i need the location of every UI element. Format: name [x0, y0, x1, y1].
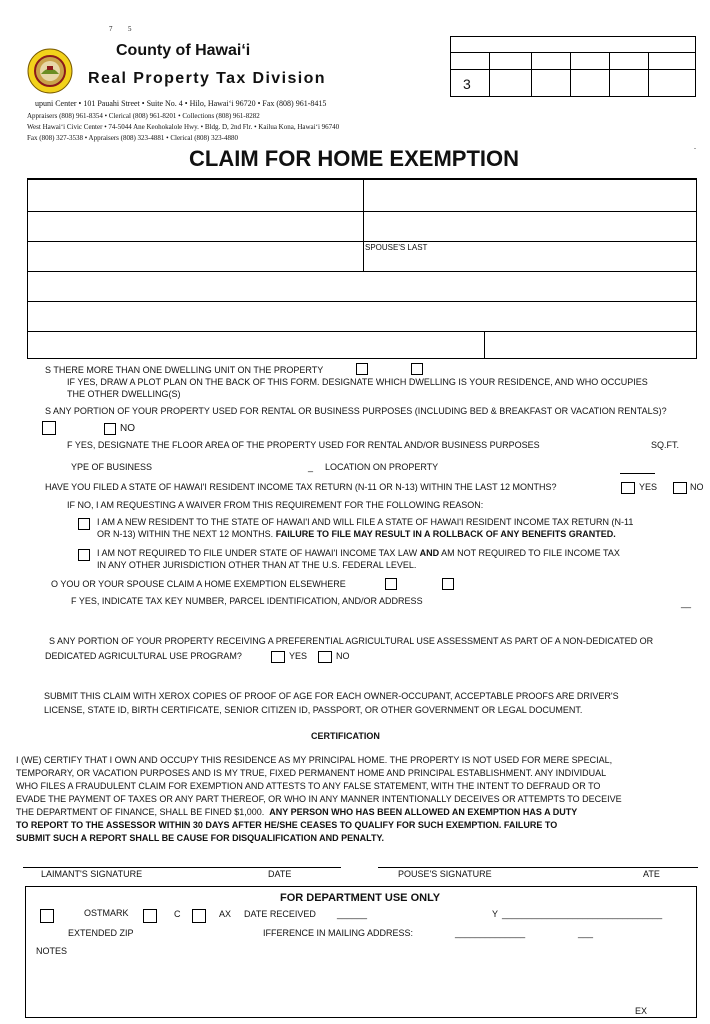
failure-to-file-warning: FAILURE TO FILE MAY RESULT IN A ROLLBACK OF ANY BENEFITS GRANTED.: [275, 529, 616, 539]
claimant-signature-line[interactable]: [23, 867, 341, 868]
certification-text-5: [16, 807, 577, 817]
postmark-checkbox[interactable]: [40, 909, 54, 923]
and-emphasis: AND: [419, 548, 440, 558]
phone-field[interactable]: [485, 332, 696, 359]
question-exemption-elsewhere: O YOU OR YOUR SPOUSE CLAIM A HOME EXEMPTION ELSEWHERE: [51, 579, 346, 589]
address-line-4: Fax (808) 327-3538 • Appraisers (808) 323-4881 • Clerical (808) 323-4880: [27, 134, 238, 142]
notes-label: NOTES: [36, 946, 68, 956]
waiver-new-resident-text-2: [97, 529, 616, 539]
waiver-not-required-text-1a: I AM NOT REQUIRED TO FILE UNDER STATE OF HAWAI'I INCOME TAX LAW: [97, 548, 418, 558]
certification-text-1: I (WE) CERTIFY THAT I OWN AND OCCUPY THIS RESIDENCE AS MY PRINCIPAL HOME. THE PROPERTY IS NOT USED FOR MERE SPECIAL,: [16, 755, 613, 765]
type-of-business-label: YPE OF BUSINESS: [71, 462, 153, 472]
y-label: Y: [492, 909, 499, 919]
date-received-blank[interactable]: ______: [337, 909, 368, 919]
page-title: CLAIM FOR HOME EXEMPTION: [189, 146, 519, 171]
q3-yes-checkbox[interactable]: [621, 482, 635, 494]
claimant-date-label: DATE: [268, 869, 292, 879]
question-agricultural-assessment: S ANY PORTION OF YOUR PROPERTY RECEIVING A PREFERENTIAL AGRICULTURAL USE ASSESSMENT AS PART OF A NON-DEDICATED OR: [49, 636, 654, 646]
certification-text-3: WHO FILES A FRAUDULENT CLAIM FOR EXEMPTION AND ATTESTS TO ANY FALSE STATEMENT, WITH THE INTENT TO DEFRAUD OR TO: [16, 781, 601, 791]
q4-yes-checkbox[interactable]: [385, 578, 397, 590]
difference-mailing-address-label: IFFERENCE IN MAILING ADDRESS:: [263, 928, 414, 938]
county-seal-logo: [27, 48, 73, 94]
tax-key-digit: 3: [463, 76, 471, 92]
spouse-last-label: SPOUSE'S LAST: [365, 243, 428, 252]
q2-no-checkbox[interactable]: [104, 423, 116, 435]
fax-checkbox[interactable]: [192, 909, 206, 923]
q5-yes-label: YES: [289, 651, 308, 661]
city-field[interactable]: [28, 332, 484, 359]
department-use-box: [25, 886, 697, 1018]
duty-to-report-warning: ANY PERSON WHO HAS BEEN ALLOWED AN EXEMPTION HAS A DUTY: [269, 807, 578, 817]
postmark-label: OSTMARK: [84, 908, 129, 918]
tax-key-grid: [450, 36, 696, 97]
address-line-2: Appraisers (808) 961-8354 • Clerical (808) 961-8201 • Collections (808) 961-8282: [27, 112, 260, 120]
form-number-fragment-2: 5: [128, 25, 132, 33]
spouse-last-name-field[interactable]: [364, 242, 696, 271]
waiver-new-resident-text-1: I AM A NEW RESIDENT TO THE STATE OF HAWAI'I AND WILL FILE A STATE OF HAWAI'I RESIDENT INCOME TAX RETURN (N-11: [97, 517, 634, 527]
owner-name-field-2[interactable]: [364, 180, 696, 211]
question-income-tax-return: HAVE YOU FILED A STATE OF HAWAI'I RESIDENT INCOME TAX RETURN (N-11 OR N-13) WITHIN THE LAST 12 MONTHS?: [45, 482, 557, 492]
y-blank[interactable]: ________________________________: [502, 909, 663, 919]
fax-label: AX: [219, 909, 232, 919]
waiver-new-resident-checkbox[interactable]: [78, 518, 90, 530]
spouse-signature-label: POUSE'S SIGNATURE: [398, 869, 492, 879]
owner-name-field[interactable]: [28, 180, 363, 211]
ex-label: EX: [635, 1006, 648, 1016]
q5-yes-checkbox[interactable]: [271, 651, 285, 663]
waiver-not-required-text-1b: AM NOT REQUIRED TO FILE INCOME TAX: [441, 548, 620, 558]
q3-no-checkbox[interactable]: [673, 482, 687, 494]
certification-text-6: TO REPORT TO THE ASSESSOR WITHIN 30 DAYS AFTER HE/SHE CEASES TO QUALIFY FOR SUCH EXEMPTION. FAILURE TO: [16, 820, 558, 830]
owner-info-table: [27, 178, 697, 359]
q4-blank-line[interactable]: __: [681, 598, 692, 608]
waiver-request-text: IF NO, I AM REQUESTING A WAIVER FROM THIS REQUIREMENT FOR THE FOLLOWING REASON:: [67, 500, 484, 510]
dot-mark: .: [694, 142, 696, 151]
submit-instructions-1: SUBMIT THIS CLAIM WITH XEROX COPIES OF PROOF OF AGE FOR EACH OWNER-OCCUPANT, ACCEPTABLE PROOFS ARE DRIVER'S: [44, 691, 619, 701]
waiver-not-required-text-1: [97, 548, 620, 558]
c-label: C: [174, 909, 181, 919]
q1-yes-checkbox[interactable]: [356, 363, 368, 375]
q1-no-checkbox[interactable]: [411, 363, 423, 375]
question-agricultural-assessment-2: DEDICATED AGRICULTURAL USE PROGRAM?: [45, 651, 242, 661]
q2-yes-checkbox[interactable]: [42, 421, 56, 435]
q5-no-checkbox[interactable]: [318, 651, 332, 663]
owner-field-row-2a[interactable]: [28, 212, 363, 241]
waiver-not-required-checkbox[interactable]: [78, 549, 90, 561]
location-blank-line[interactable]: [620, 473, 655, 474]
form-number-fragment: 7: [109, 25, 113, 33]
division-name: Real Property Tax Division: [88, 70, 326, 87]
property-address-field[interactable]: [28, 302, 696, 331]
location-on-property-label: LOCATION ON PROPERTY: [325, 462, 439, 472]
q3-no-label: NO: [690, 482, 704, 492]
underscore-mark: _: [308, 462, 314, 472]
q2-floor-area-instruction: F YES, DESIGNATE THE FLOOR AREA OF THE PROPERTY USED FOR RENTAL AND/OR BUSINESS PURPOSES: [67, 440, 540, 450]
mailing-address-field[interactable]: [28, 272, 696, 301]
certification-text-5a: THE DEPARTMENT OF FINANCE, SHALL BE FINED $1,000.: [16, 807, 265, 817]
county-name: County of Hawai‘i: [116, 42, 251, 59]
sqft-label: SQ.FT.: [651, 440, 680, 450]
extended-zip-label: EXTENDED ZIP: [68, 928, 134, 938]
waiver-new-resident-text-2a: OR N-13) WITHIN THE NEXT 12 MONTHS.: [97, 529, 274, 539]
c-checkbox[interactable]: [143, 909, 157, 923]
notes-field[interactable]: [36, 959, 686, 1003]
difference-blank-2[interactable]: ___: [578, 928, 594, 938]
certification-text-4: EVADE THE PAYMENT OF TAXES OR ANY PART THEREOF, OR WHO IN ANY MANNER INTENTIONALLY DECEIVES OR ATTEMPTS TO DECEIVE: [16, 794, 622, 804]
question-multiple-dwellings: S THERE MORE THAN ONE DWELLING UNIT ON THE PROPERTY: [45, 365, 324, 375]
difference-blank-1[interactable]: ______________: [455, 928, 526, 938]
address-line-3: West Hawai‘i Civic Center • 74-5044 Ane Keohokalole Hwy. • Bldg. D, 2nd Flr. • Kailua Kona, Hawai‘i 96740: [27, 123, 340, 131]
q4-tax-key-instruction: F YES, INDICATE TAX KEY NUMBER, PARCEL IDENTIFICATION, AND/OR ADDRESS: [71, 596, 423, 606]
spouse-date-label: ATE: [643, 869, 660, 879]
owner-field-row-3a[interactable]: [28, 242, 363, 271]
spouse-signature-line[interactable]: [378, 867, 698, 868]
q3-yes-label: YES: [639, 482, 658, 492]
q5-no-label: NO: [336, 651, 350, 661]
owner-field-row-2b[interactable]: [364, 212, 696, 241]
claimant-signature-label: LAIMANT'S SIGNATURE: [41, 869, 143, 879]
certification-text-2: TEMPORARY, OR VACATION PURPOSES AND IS MY TRUE, FIXED PERMANENT HOME AND PRINCIPAL ESTABLISHMENT. ANY INDIVIDUAL: [16, 768, 607, 778]
question-rental-business: S ANY PORTION OF YOUR PROPERTY USED FOR RENTAL OR BUSINESS PURPOSES (INCLUDING BED & BREAKFAST OR VACATION RENTALS)?: [45, 406, 667, 416]
address-line-1: upuni Center • 101 Pauahi Street • Suite No. 4 • Hilo, Hawai‘i 96720 • Fax (808) 961-8415: [35, 99, 327, 108]
q4-no-checkbox[interactable]: [442, 578, 454, 590]
department-use-heading: FOR DEPARTMENT USE ONLY: [280, 892, 441, 904]
submit-instructions-2: LICENSE, STATE ID, BIRTH CERTIFICATE, SENIOR CITIZEN ID, PASSPORT, OR OTHER GOVERNMENT OR LEGAL DOCUMENT.: [44, 705, 583, 715]
q2-no-label: NO: [120, 423, 135, 434]
q1-instruction-1: IF YES, DRAW A PLOT PLAN ON THE BACK OF THIS FORM. DESIGNATE WHICH DWELLING IS YOUR RESIDENCE, AND WHO OCCUPIES: [67, 377, 648, 387]
certification-heading: CERTIFICATION: [311, 731, 380, 741]
q1-instruction-2: THE OTHER DWELLING(S): [67, 389, 181, 399]
certification-text-7: SUBMIT SUCH A REPORT SHALL BE CAUSE FOR DISQUALIFICATION AND PENALTY.: [16, 833, 385, 843]
waiver-not-required-text-2: IN ANY OTHER JURISDICTION OTHER THAN AT THE U.S. FEDERAL LEVEL.: [97, 560, 417, 570]
date-received-label: DATE RECEIVED: [244, 909, 316, 919]
